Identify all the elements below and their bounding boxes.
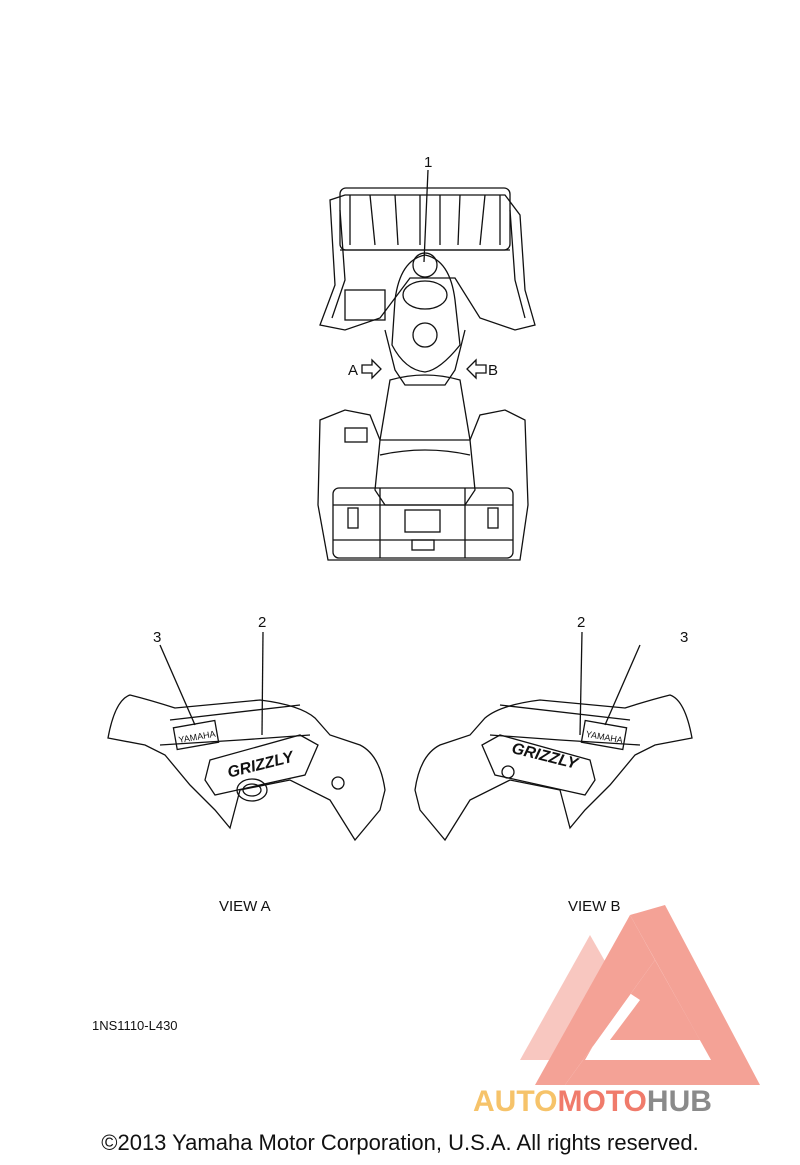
watermark-logo-icon [520, 905, 760, 1085]
arrow-label-b: B [488, 362, 499, 379]
watermark-part2: MOTO [557, 1085, 647, 1118]
part-code: 1NS1110-L430 [92, 1018, 178, 1033]
view-b-label: VIEW B [568, 898, 621, 915]
watermark-part1: AUTO [473, 1085, 558, 1118]
arrow-label-a: A [348, 362, 359, 379]
view-a-label: VIEW A [219, 898, 271, 915]
callout-2-left: 2 [258, 614, 267, 631]
callout-3-left: 3 [153, 629, 162, 646]
view-b-drawing [415, 632, 692, 840]
copyright-footer: ©2013 Yamaha Motor Corporation, U.S.A. All rights reserved. [101, 1130, 699, 1155]
watermark-part3: HUB [646, 1085, 712, 1118]
decal-brand-a: YAMAHA [177, 728, 217, 746]
callout-3-right: 3 [680, 629, 689, 646]
watermark-text [473, 1085, 712, 1119]
view-a-drawing [108, 632, 385, 840]
decal-model-b: GRIZZLY [509, 740, 580, 773]
decal-model-a: GRIZZLY [225, 748, 296, 782]
callout-2-right: 2 [577, 614, 586, 631]
callout-1: 1 [424, 154, 433, 171]
decal-brand-b: YAMAHA [585, 728, 624, 746]
